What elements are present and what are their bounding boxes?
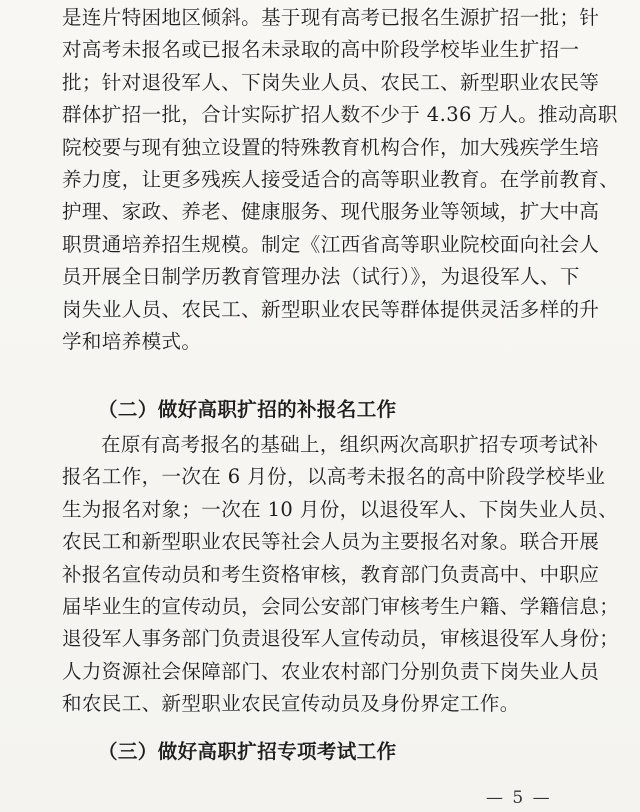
paragraph-line: 人力资源社会保障部门、农业农村部门分别负责下岗失业人员 bbox=[62, 659, 600, 683]
paragraph-line: 职贯通培养招生规模。制定《江西省高等职业院校面向社会人 bbox=[62, 232, 600, 256]
paragraph-line: 养力度，让更多残疾人接受适合的高等职业教育。在学前教育、 bbox=[62, 167, 620, 191]
section-heading-2: （二）做好高职扩招的补报名工作 bbox=[98, 398, 397, 421]
paragraph-1 bbox=[62, 2, 620, 358]
paragraph-line: 补报名宣传动员和考生资格审核，教育部门负责高中、中职应 bbox=[62, 562, 600, 586]
paragraph-line: 岗失业人员、农民工、新型职业农民等群体提供灵活多样的升 bbox=[62, 297, 600, 321]
paragraph-line: 在原有高考报名的基础上，组织两次高职扩招专项考试补 bbox=[101, 433, 599, 456]
paragraph-line: 退役军人事务部门负责退役军人宣传动员，审核退役军人身份； bbox=[62, 627, 620, 651]
paragraph-line: 农民工和新型职业农民等社会人员为主要报名对象。联合开展 bbox=[62, 530, 600, 554]
section-heading-3: （三）做好高职扩招专项考试工作 bbox=[98, 740, 397, 763]
paragraph-line: 是连片特困地区倾斜。基于现有高考已报名生源扩招一批；针 bbox=[62, 6, 600, 29]
paragraph-line: 报名工作，一次在 6 月份，以高考未报名的高中阶段学校毕业 bbox=[62, 465, 606, 489]
paragraph-line: 批；针对退役军人、下岗失业人员、农民工、新型职业农民等 bbox=[62, 70, 600, 94]
paragraph-line: 员开展全日制学历教育管理办法（试行）》，为退役军人、下 bbox=[62, 265, 580, 289]
paragraph-line: 院校要与现有独立设置的特殊教育机构合作，加大残疾学生培 bbox=[62, 135, 600, 159]
paragraph-line: 护理、家政、养老、健康服务、现代服务业等领域，扩大中高 bbox=[62, 200, 600, 224]
paragraph-line: 生为报名对象；一次在 10 月份，以退役军人、下岗失业人员、 bbox=[62, 497, 619, 521]
paragraph-line: 对高考未报名或已报名未录取的高中阶段学校毕业生扩招一 bbox=[62, 38, 580, 62]
paragraph-line: 届毕业生的宣传动员，会同公安部门审核考生户籍、学籍信息； bbox=[62, 594, 620, 618]
paragraph-2 bbox=[62, 429, 620, 721]
paragraph-line: 群体扩招一批，合计实际扩招人数不少于 4.36 万人。推动高职 bbox=[62, 103, 618, 127]
paragraph-line: 和农民工、新型职业农民宣传动员及身份界定工作。 bbox=[62, 692, 520, 716]
page-number: — 5 — bbox=[486, 788, 552, 808]
paragraph-line: 学和培养模式。 bbox=[62, 329, 202, 353]
